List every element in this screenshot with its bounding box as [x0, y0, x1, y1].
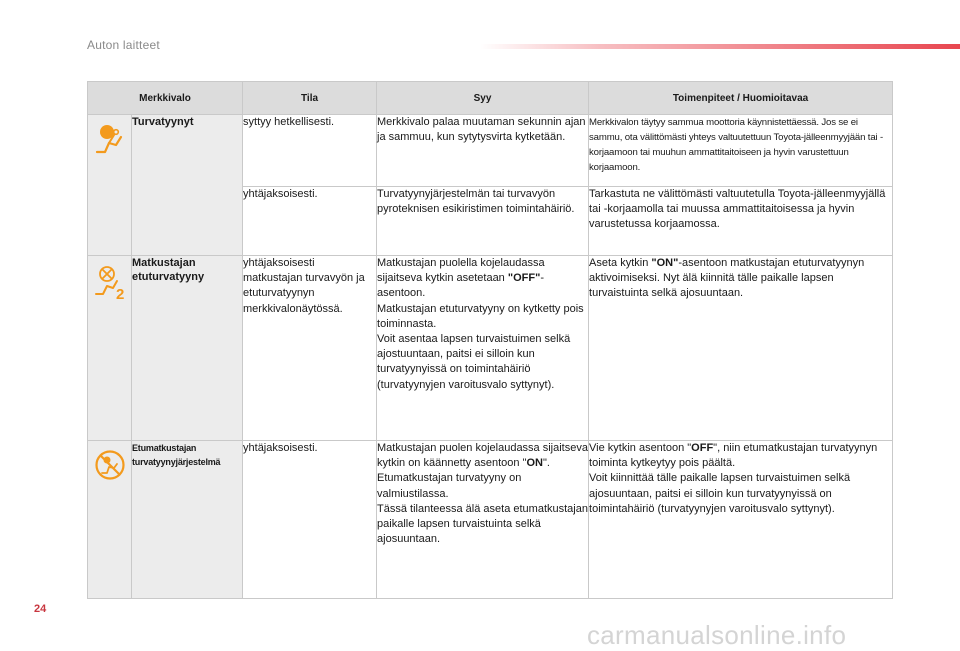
switch-position-off: "OFF" [507, 272, 541, 285]
action-line: ", niin etumatkustajan turvatyynyn toiminta kytkeytyy pois päältä. [589, 442, 878, 470]
state-text: yhtäjaksoisesti. [243, 441, 377, 599]
action-text [589, 441, 893, 599]
light-name-text: Etumatkustajan turvatyynyjärjestelmä [132, 443, 221, 467]
airbag-warning-icon [94, 123, 126, 155]
cause-text: Merkkivalo palaa muutaman sekunnin ajan ja sammuu, kun sytytysvirta kytketään. [377, 115, 589, 187]
section-title: Auton laitteet [87, 38, 160, 52]
table-row [88, 115, 893, 187]
state-text: syttyy hetkellisesti. [243, 115, 377, 187]
column-header-cause: Syy [377, 82, 589, 115]
switch-position-on: ON [526, 457, 543, 470]
passenger-airbag-off-icon [94, 264, 128, 300]
page-number: 24 [34, 603, 47, 615]
cause-line: Matkustajan puolen kojelaudassa sijaitseva kytkin on käännetty asentoon " [377, 442, 588, 470]
action-line: -asentoon matkustajan etuturvatyynyn aktivoimiseksi. Nyt älä kiinnitä tälle paikalle lapsen turvaistuinta selkä ajosuuntaan. [589, 257, 865, 300]
action-line: Voit kiinnittää tälle paikalle lapsen turvaistuimen selkä ajosuuntaan, paitsi ei silloin kun turvatyynyissä on toimintahäiriö (turvatyynyjen varoitusvalo syttynyt). [589, 472, 851, 515]
action-text [589, 256, 893, 441]
light-name: Turvatyynyt [132, 115, 243, 256]
column-header-state: Tila [243, 82, 377, 115]
switch-position-on: "ON" [651, 257, 679, 269]
cause-line: Etumatkustajan turvatyyny on valmiustilassa. [377, 472, 522, 500]
table-row [88, 256, 893, 441]
switch-position-off: OFF [691, 442, 714, 454]
light-name [132, 441, 243, 599]
action-text: Tarkastuta ne välittömästi valtuutetulla Toyota-jälleenmyyjällä tai -korjaamolla tai muussa ammattitaitoisessa ja hyvin varustetussa korjaamossa. [589, 187, 893, 256]
watermark-text: carmanualsonline.info [587, 620, 847, 650]
light-name: Matkustajan etuturvatyyny [132, 256, 243, 441]
icon-cell [88, 256, 132, 441]
table-header-row [88, 82, 893, 115]
cause-text [377, 256, 589, 441]
header-accent-bar [480, 44, 960, 49]
cause-text: Turvatyynyjärjestelmän tai turvavyön pyroteknisen esikiristimen toimintahäiriö. [377, 187, 589, 256]
cause-line: -asentoon. [377, 272, 544, 300]
passenger-airbag-deactivated-icon [94, 449, 126, 481]
cause-text [377, 441, 589, 599]
column-header-actions: Toimenpiteet / Huomioitavaa [589, 82, 893, 115]
warning-lights-table [87, 81, 893, 599]
cause-line: Tässä tilanteessa älä aseta etumatkustajan paikalle lapsen turvaistuinta selkä ajosuuntaan. [377, 502, 588, 546]
state-text: yhtäjaksoisesti. [243, 187, 377, 256]
table-row [88, 441, 893, 599]
cause-line: Matkustajan etuturvatyyny on kytketty pois toiminnasta. [377, 302, 584, 330]
svg-text:2: 2 [116, 286, 125, 300]
icon-cell [88, 115, 132, 256]
action-text: Merkkivalon täytyy sammua moottoria käynnistettäessä. Jos se ei sammu, ota välittömästi yhteys valtuutettuun Toyota-jälleenmyyjään tai -korjaamoon tai muuhun ammattitaitoiseen ja hyvin varustettuun korjaamoon. [589, 115, 893, 187]
cause-line: Matkustajan puolella kojelaudassa sijaitseva kytkin asetetaan [377, 257, 545, 285]
state-text: yhtäjaksoisesti matkustajan turvavyön ja etuturvatyynyn merkkivalonäytössä. [243, 256, 377, 441]
cause-line: Voit asentaa lapsen turvaistuimen selkä ajostuuntaan, paitsi ei silloin kun turvatyynyissä on toimintahäiriö (turvatyynyjen varoitusvalo syttynyt). [377, 333, 571, 391]
action-line: Aseta kytkin [589, 257, 652, 269]
cause-line: ". [542, 457, 550, 470]
column-header-light: Merkkivalo [88, 82, 243, 115]
icon-cell [88, 441, 132, 599]
action-line: Vie kytkin asentoon " [589, 442, 692, 454]
